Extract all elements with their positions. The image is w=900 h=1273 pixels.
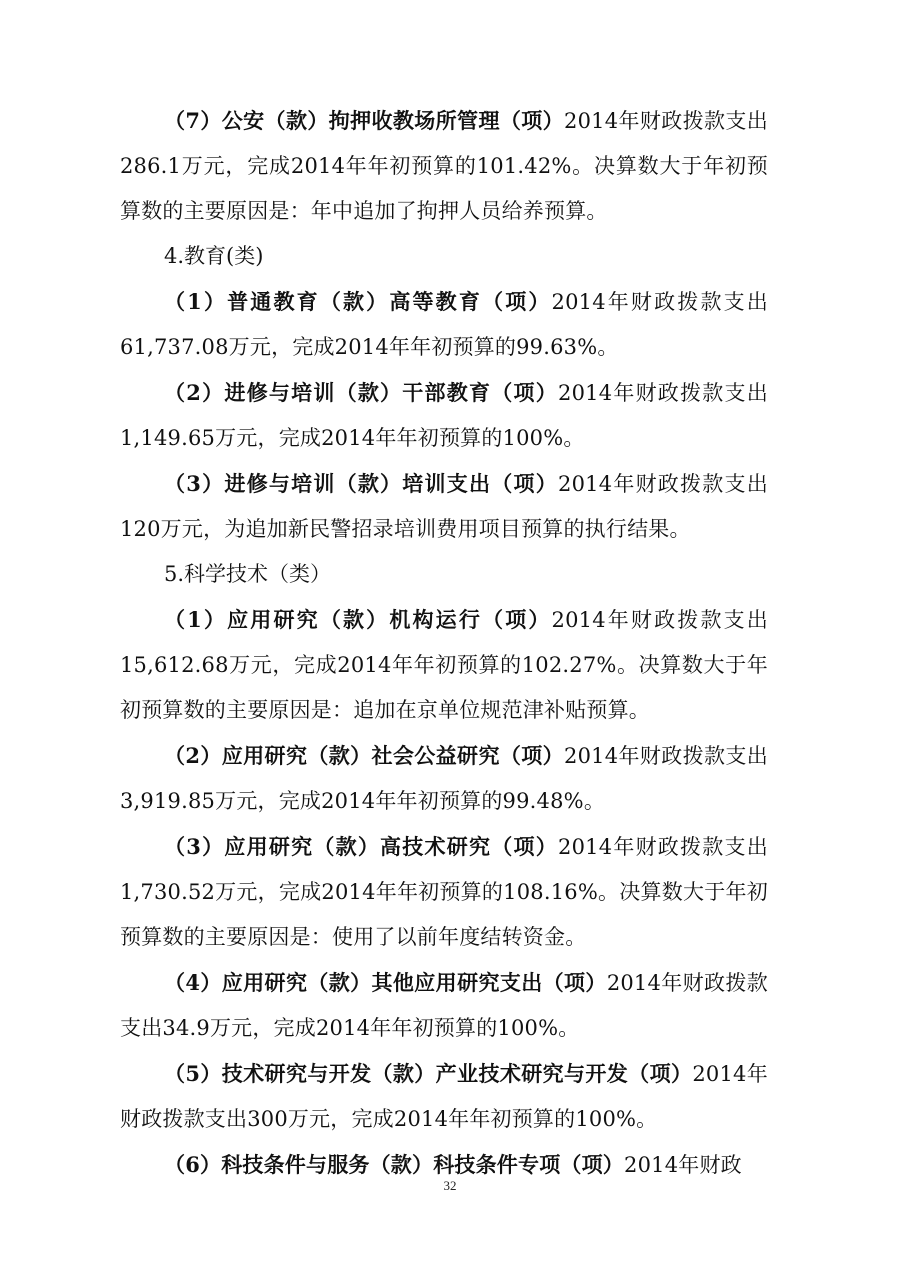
item-title: （2）进修与培训（款）干部教育（项） xyxy=(164,380,559,405)
item-text: 2014年财政拨款支出15,612.68万元，完成2014年年初预算的102.27%。决算数大于年初预算数的主要原因是：追加在京单位规范津补贴预算。 xyxy=(120,608,768,722)
item-text: 2014年财政 xyxy=(624,1153,742,1177)
item-title: （4）应用研究（款）其他应用研究支出（项） xyxy=(164,970,607,995)
paragraph-public-security-detention xyxy=(120,98,768,234)
paragraph-other-applied-research xyxy=(120,960,768,1051)
section-heading-science: 5.科学技术（类） xyxy=(164,562,332,586)
item-title: （1）普通教育（款）高等教育（项） xyxy=(164,289,552,314)
item-title: （5）技术研究与开发（款）产业技术研究与开发（项） xyxy=(164,1061,693,1086)
item-title: （7）公安（款）拘押收教场所管理（项） xyxy=(164,108,565,133)
paragraph-training-expenditure xyxy=(120,461,768,552)
item-text: 2014年财政拨款支出1,730.52万元，完成2014年年初预算的108.16%。决算数大于年初预算数的主要原因是：使用了以前年度结转资金。 xyxy=(120,835,768,949)
item-text: 2014年财政拨款支出1,149.65万元，完成2014年年初预算的100%。 xyxy=(120,381,768,450)
item-text: 2014年财政拨款支出300万元，完成2014年年初预算的100%。 xyxy=(120,1062,768,1131)
paragraph-high-tech-research xyxy=(120,824,768,960)
paragraph-public-welfare-research xyxy=(120,733,768,824)
item-text: 2014年财政拨款支出34.9万元，完成2014年年初预算的100%。 xyxy=(120,971,769,1040)
section-heading-education: 4.教育(类) xyxy=(164,244,264,268)
item-title: （3）应用研究（款）高技术研究（项） xyxy=(164,834,559,859)
item-text: 2014年财政拨款支出286.1万元，完成2014年年初预算的101.42%。决算数大于年初预算数的主要原因是：年中追加了拘押人员给养预算。 xyxy=(120,109,768,223)
item-text: 2014年财政拨款支出61,737.08万元，完成2014年年初预算的99.63%。 xyxy=(120,290,768,359)
item-title: （3）进修与培训（款）培训支出（项） xyxy=(164,471,559,496)
body-text xyxy=(120,98,768,1188)
paragraph-institution-operation xyxy=(120,597,768,733)
item-title: （2）应用研究（款）社会公益研究（项） xyxy=(164,743,565,768)
item-text: 2014年财政拨款支出120万元，为追加新民警招录培训费用项目预算的执行结果。 xyxy=(120,472,768,541)
item-text: 2014年财政拨款支出3,919.85万元，完成2014年年初预算的99.48%。 xyxy=(120,744,768,813)
paragraph-higher-education xyxy=(120,279,768,370)
page-number: 32 xyxy=(443,1178,457,1193)
paragraph-cadre-education xyxy=(120,370,768,461)
item-title: （1）应用研究（款）机构运行（项） xyxy=(164,607,552,632)
paragraph-industrial-tech-rd xyxy=(120,1051,768,1142)
item-title: （6）科技条件与服务（款）科技条件专项（项） xyxy=(164,1152,625,1177)
